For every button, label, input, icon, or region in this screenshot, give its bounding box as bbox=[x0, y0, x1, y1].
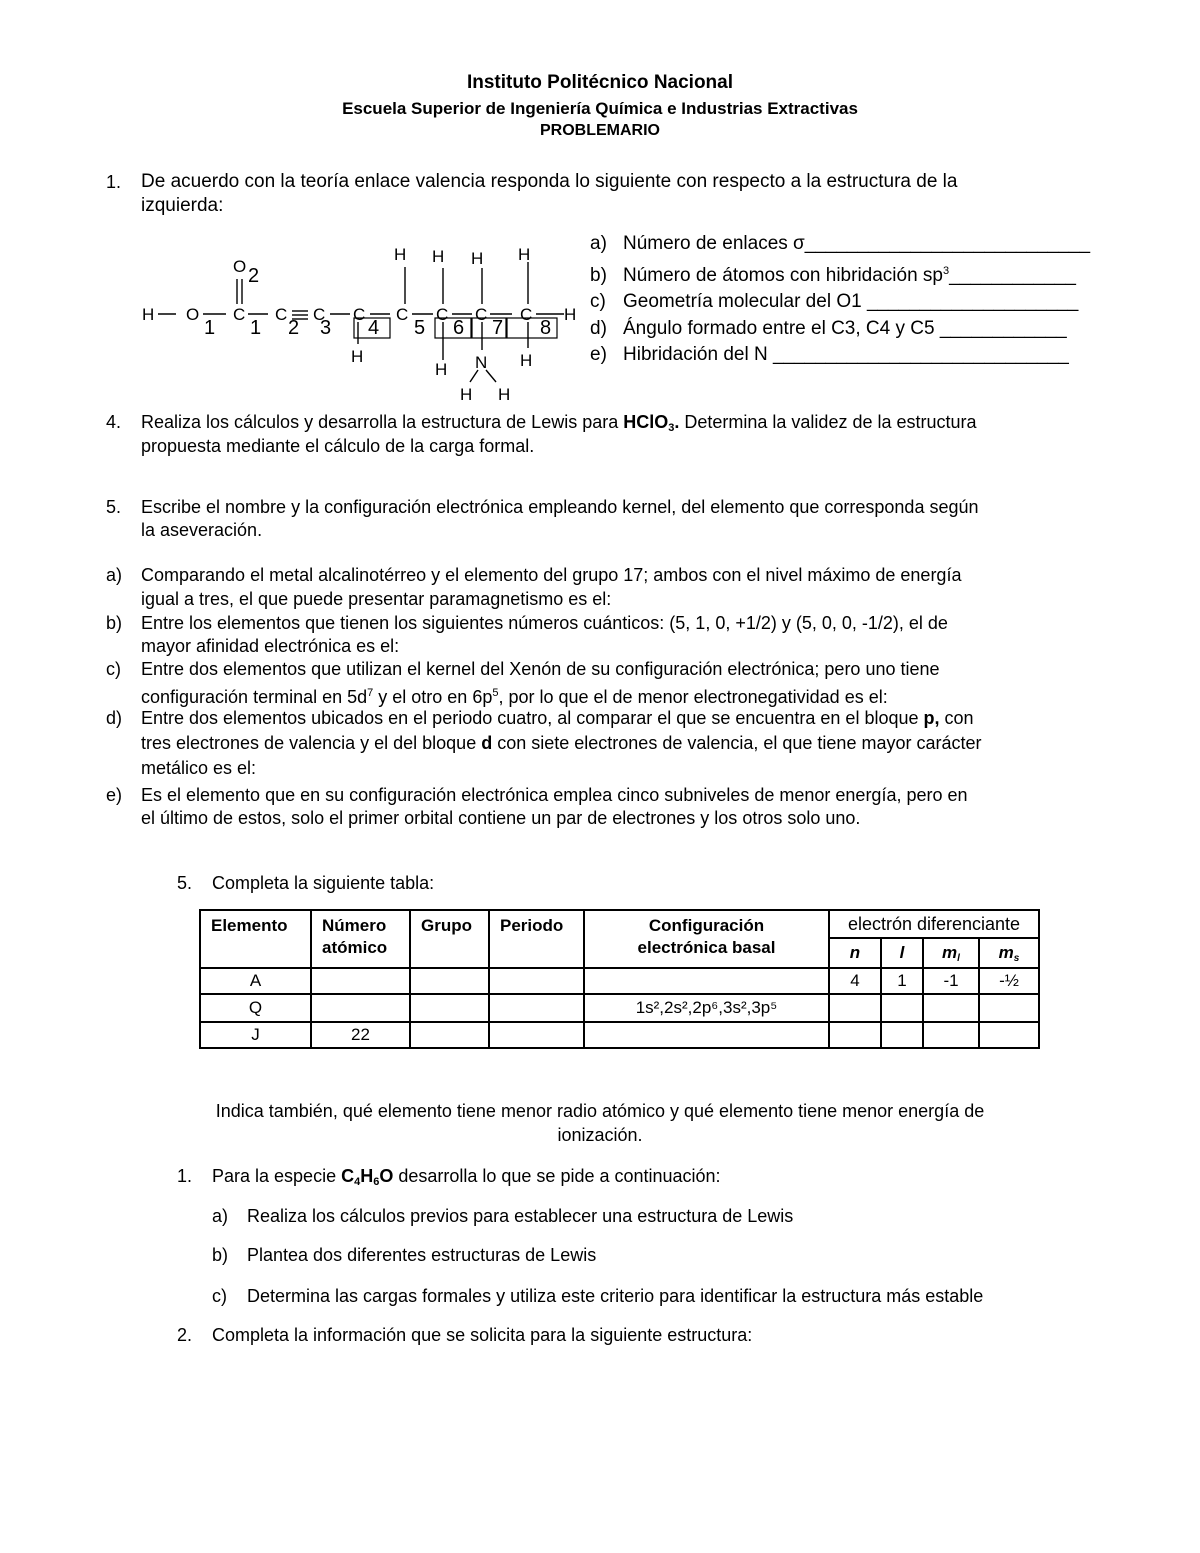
cell-ml bbox=[923, 1022, 979, 1048]
mol-locant-c3: 3 bbox=[320, 317, 332, 339]
mol-atom-h-n-right: H bbox=[498, 385, 511, 404]
q5-item-e-l2: el último de estos, solo el primer orbital contiene un par de electrones y los otros solo uno. bbox=[141, 808, 861, 828]
mol-atom-h-c5: H bbox=[394, 245, 407, 264]
q5-item-d-l3: metálico es el: bbox=[141, 758, 257, 778]
p1-text: Para la especie $C_4H_6O$ desarrolla lo que se pide a continuación: bbox=[212, 1166, 721, 1188]
th-numero-atomico: Número atómico bbox=[311, 910, 410, 968]
table-question-text: Completa la siguiente tabla: bbox=[212, 873, 435, 893]
q4-line1: Realiza los cálculos y desarrolla la estructura de Lewis para HClO$_3$. Determina la validez de la estructura bbox=[141, 412, 977, 434]
q1-subquestions bbox=[590, 231, 1090, 369]
p1-item-a-label: a) bbox=[212, 1206, 229, 1226]
mol-locant-c7: 7 bbox=[492, 317, 504, 339]
q5-item-a-l2: igual a tres, el que puede presentar paramagnetismo es el: bbox=[141, 589, 612, 609]
cell-l: 1 bbox=[881, 968, 923, 994]
cell-l bbox=[881, 1022, 923, 1048]
table-row bbox=[200, 968, 1039, 994]
cell-ml bbox=[923, 994, 979, 1022]
cell-elemento: A bbox=[200, 968, 311, 994]
p1-item-b-label: b) bbox=[212, 1245, 229, 1265]
q5-number: 5. bbox=[106, 497, 122, 517]
cell-numero: 22 bbox=[311, 1022, 410, 1048]
mol-locant-o2: 2 bbox=[248, 265, 260, 287]
mol-atom-c8: C bbox=[520, 305, 533, 324]
indica-line1: Indica también, qué elemento tiene menor radio atómico y qué elemento tiene menor energía de bbox=[215, 1101, 985, 1121]
th-periodo: Periodo bbox=[489, 910, 584, 968]
table-row bbox=[200, 1022, 1039, 1048]
q5-item-b-l1: Entre los elementos que tienen los siguientes números cuánticos: (5, 1, 0, +1/2) y (5, 0, 0, -1/2), el de bbox=[141, 613, 948, 633]
mol-atom-h-c8-bottom: H bbox=[520, 351, 533, 370]
cell-grupo bbox=[410, 1022, 489, 1048]
q1-item-d: d) Ángulo formado entre el C3, C4 y C5 ____________ bbox=[590, 317, 1067, 339]
cell-periodo bbox=[489, 968, 584, 994]
cell-periodo bbox=[489, 1022, 584, 1048]
mol-atom-h-c7: H bbox=[471, 249, 484, 268]
mol-atom-c2: C bbox=[275, 305, 288, 324]
mol-atom-c5: C bbox=[396, 305, 409, 324]
mol-locant-c2: 2 bbox=[288, 317, 300, 339]
q1-item-e: e) Hibridación del N ____________________________ bbox=[590, 344, 1069, 365]
cell-config bbox=[584, 1022, 829, 1048]
cell-grupo bbox=[410, 994, 489, 1022]
th-configuracion: Configuración electrónica basal bbox=[584, 910, 829, 968]
mol-locant-c8: 8 bbox=[540, 317, 552, 339]
cell-numero bbox=[311, 994, 410, 1022]
institute-title: Instituto Politécnico Nacional bbox=[466, 72, 734, 93]
q5-item-d-l2: tres electrones de valencia y el del bloque d con siete electrones de valencia, el que tiene mayor carácter bbox=[141, 733, 982, 753]
mol-locant-c5: 5 bbox=[414, 317, 426, 339]
mol-atom-o2: O bbox=[233, 257, 247, 276]
school-title: Escuela Superior de Ingeniería Química e Industrias Extractivas bbox=[342, 99, 858, 118]
electron-table bbox=[199, 909, 1040, 1049]
q5-item-e-l1: Es el elemento que en su configuración electrónica emplea cinco subniveles de menor energía, pero en bbox=[141, 785, 968, 805]
document-title: PROBLEMARIO bbox=[540, 122, 660, 139]
q1-item-b: b) Número de átomos con hibridación $sp^3\_\_\_\_\_\_\_\_\_\_\_\_$ bbox=[590, 264, 1076, 286]
mol-atom-c1: C bbox=[233, 305, 246, 324]
cell-n bbox=[829, 1022, 881, 1048]
table-row bbox=[200, 994, 1039, 1022]
th-n: n bbox=[829, 938, 881, 968]
q5-line2: la aseveración. bbox=[141, 520, 263, 540]
cell-n bbox=[829, 994, 881, 1022]
th-grupo: Grupo bbox=[410, 910, 489, 968]
p2-text: Completa la información que se solicita para la siguiente estructura: bbox=[212, 1325, 753, 1345]
mol-atom-h-c4: H bbox=[351, 347, 364, 366]
cell-elemento: Q bbox=[200, 994, 311, 1022]
mol-locant-c6: 6 bbox=[453, 317, 465, 339]
mol-locant-c1: 1 bbox=[250, 317, 262, 339]
p1-item-b-text: Plantea dos diferentes estructuras de Lewis bbox=[247, 1245, 597, 1265]
cell-periodo bbox=[489, 994, 584, 1022]
q5-item-d-l1: Entre dos elementos ubicados en el periodo cuatro, al comparar el que se encuentra en el bloque p, con bbox=[141, 708, 974, 728]
mol-atom-h1: H bbox=[142, 305, 155, 324]
cell-ms bbox=[979, 1022, 1039, 1048]
th-ml: ml bbox=[923, 938, 979, 968]
q4-line2: propuesta mediante el cálculo de la carga formal. bbox=[141, 436, 535, 456]
q1-item-c: c) Geometría molecular del O1 ____________________ bbox=[590, 291, 1079, 312]
q1-text-line1: De acuerdo con la teoría enlace valencia responda lo siguiente con respecto a la estructura de la bbox=[141, 171, 958, 192]
cell-ms: -½ bbox=[979, 968, 1039, 994]
q1-text-line2: izquierda: bbox=[141, 195, 224, 216]
mol-atom-h-n-left: H bbox=[460, 385, 473, 404]
q5-item-e-label: e) bbox=[106, 785, 123, 805]
q5-item-a-label: a) bbox=[106, 565, 123, 585]
th-l: l bbox=[881, 938, 923, 968]
p1-item-c-text: Determina las cargas formales y utiliza este criterio para identificar la estructura más estable bbox=[247, 1286, 984, 1306]
q5-item-c-label: c) bbox=[106, 659, 121, 679]
th-electron-diferenciante: electrón diferenciante bbox=[829, 910, 1039, 938]
p1-item-a-text: Realiza los cálculos previos para establecer una estructura de Lewis bbox=[247, 1206, 794, 1226]
mol-locant-c4: 4 bbox=[368, 317, 380, 339]
cell-config: 1s²,2s²,2p⁶,3s²,3p⁵ bbox=[584, 994, 829, 1022]
q5-line1: Escribe el nombre y la configuración electrónica empleando kernel, del elemento que corresponda según bbox=[141, 497, 979, 517]
table-question-number: 5. bbox=[177, 873, 193, 893]
cell-numero bbox=[311, 968, 410, 994]
mol-atom-h-c8-top: H bbox=[518, 245, 531, 264]
q5-item-b-label: b) bbox=[106, 613, 123, 633]
mol-locant-o1: 1 bbox=[204, 317, 216, 339]
th-elemento: Elemento bbox=[200, 910, 311, 968]
mol-atom-o1: O bbox=[186, 305, 200, 324]
cell-config bbox=[584, 968, 829, 994]
q5-item-c-l1: Entre dos elementos que utilizan el kernel del Xenón de su configuración electrónica; pero uno tiene bbox=[141, 659, 940, 679]
mol-atom-c7: C bbox=[475, 305, 488, 324]
mol-atom-c4: C bbox=[353, 305, 366, 324]
q1-item-a: a) Número de enlaces σ___________________________ bbox=[590, 233, 1091, 254]
mol-atom-h-c8-right: H bbox=[564, 305, 577, 324]
cell-l bbox=[881, 994, 923, 1022]
mol-atom-h-c6-bottom: H bbox=[435, 360, 448, 379]
cell-grupo bbox=[410, 968, 489, 994]
p1-item-c-label: c) bbox=[212, 1286, 227, 1306]
mol-atom-c3: C bbox=[313, 305, 326, 324]
q5-item-c-l2: configuración terminal en $5d^7$ y el otro en $6p^5$, por lo que el de menor electronegatividad es el: bbox=[141, 687, 888, 707]
cell-n: 4 bbox=[829, 968, 881, 994]
cell-ml: -1 bbox=[923, 968, 979, 994]
indica-line2: ionización. bbox=[557, 1125, 643, 1145]
mol-atom-c6: C bbox=[436, 305, 449, 324]
q5-item-d-label: d) bbox=[106, 708, 123, 728]
q1-number: 1. bbox=[106, 172, 122, 192]
molecule-structure-diagram bbox=[130, 232, 590, 407]
cell-elemento: J bbox=[200, 1022, 311, 1048]
th-ms: ms bbox=[979, 938, 1039, 968]
q5-item-b-l2: mayor afinidad electrónica es el: bbox=[141, 636, 400, 656]
q5-item-a-l1: Comparando el metal alcalinotérreo y el elemento del grupo 17; ambos con el nivel máximo de energía bbox=[141, 565, 962, 585]
p1-number: 1. bbox=[177, 1166, 193, 1186]
q4-number: 4. bbox=[106, 412, 122, 432]
mol-atom-n: N bbox=[475, 353, 488, 372]
p2-number: 2. bbox=[177, 1325, 193, 1345]
cell-ms bbox=[979, 994, 1039, 1022]
mol-atom-h-c6-top: H bbox=[432, 247, 445, 266]
